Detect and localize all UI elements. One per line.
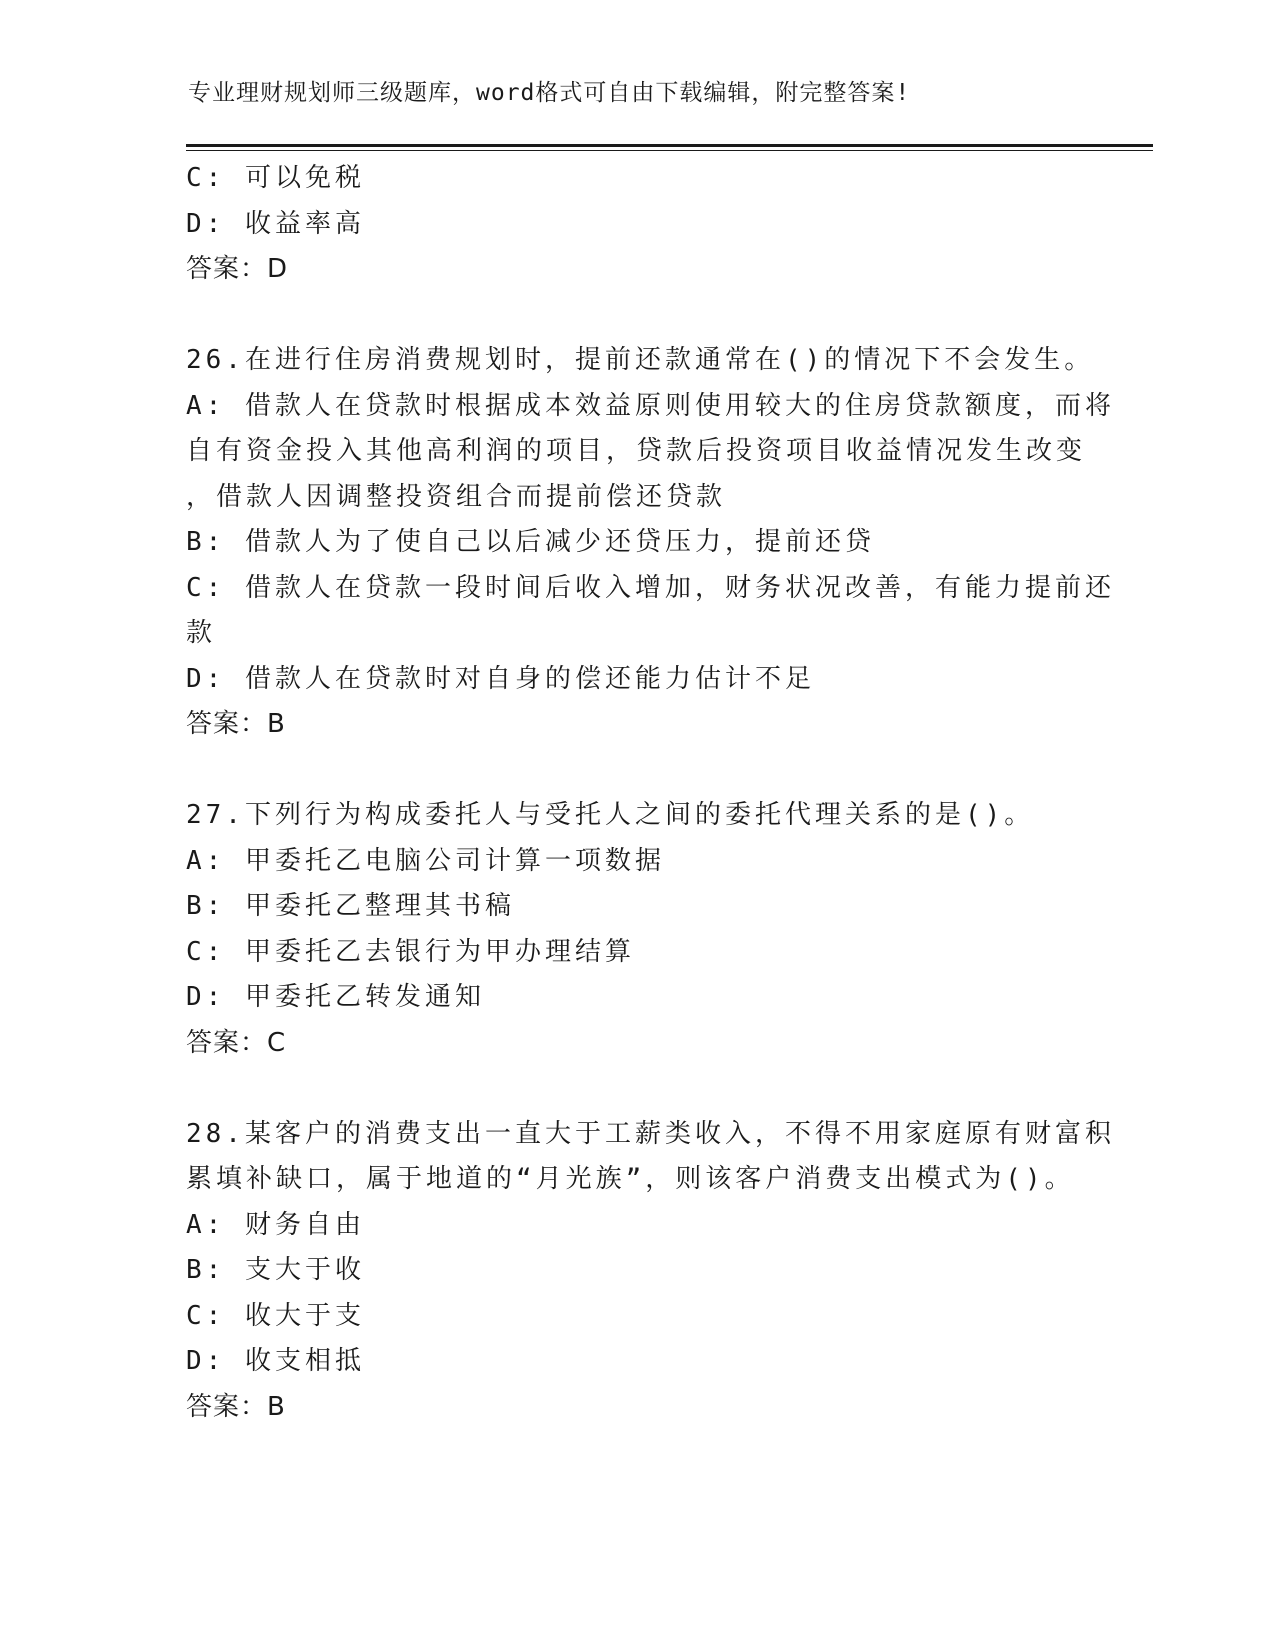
option-a: A: 财务自由 — [186, 1209, 365, 1240]
document-body — [186, 156, 1115, 1430]
question-28 — [186, 1112, 1115, 1431]
question-stem: 27.下列行为构成委托人与受托人之间的委托代理关系的是()。 — [186, 800, 1035, 830]
option-c: C: 可以免税 — [186, 163, 365, 193]
question-25-tail — [186, 156, 1086, 293]
header-rule-thick — [186, 144, 1153, 147]
question-spacer — [186, 293, 1086, 339]
answer: 答案：D — [186, 254, 289, 284]
question-spacer — [186, 748, 1086, 794]
option-d: D: 收益率高 — [186, 208, 365, 239]
option-b: B: 支大于收 — [186, 1255, 365, 1285]
option-b: B: 甲委托乙整理其书稿 — [186, 891, 515, 921]
option-c: C: 收大于支 — [186, 1300, 365, 1331]
question-stem-line-2: 累填补缺口，属于地道的“月光族”，则该客户消费支出模式为()。 — [186, 1164, 1075, 1194]
question-26 — [186, 338, 1115, 748]
option-c: C: 甲委托乙去银行为甲办理结算 — [186, 936, 635, 967]
option-b: B: 借款人为了使自己以后减少还贷压力，提前还贷 — [186, 527, 875, 557]
answer: 答案：C — [186, 1027, 287, 1058]
answer: 答案：B — [186, 709, 286, 739]
option-c-line-2: 款 — [186, 618, 217, 648]
option-a-line-3: ，借款人因调整投资组合而提前偿还贷款 — [186, 481, 727, 512]
question-27 — [186, 793, 1086, 1066]
page-header: 专业理财规划师三级题库，word格式可自由下载编辑，附完整答案! — [188, 80, 911, 106]
option-d: D: 收支相抵 — [186, 1346, 365, 1376]
question-stem-line-1: 28.某客户的消费支出一直大于工薪类收入，不得不用家庭原有财富积 — [186, 1118, 1115, 1149]
option-a-line-1: A: 借款人在贷款时根据成本效益原则使用较大的住房贷款额度，而将 — [186, 390, 1115, 421]
option-d: D: 甲委托乙转发通知 — [186, 982, 485, 1012]
question-stem: 26.在进行住房消费规划时，提前还款通常在()的情况下不会发生。 — [186, 345, 1095, 375]
option-d: D: 借款人在贷款时对自身的偿还能力估计不足 — [186, 663, 815, 694]
header-rule-thin — [186, 150, 1153, 151]
option-a-line-2: 自有资金投入其他高利润的项目，贷款后投资项目收益情况发生改变 — [186, 436, 1087, 466]
answer: 答案：B — [186, 1391, 286, 1422]
option-a: A: 甲委托乙电脑公司计算一项数据 — [186, 845, 665, 876]
question-spacer — [186, 1066, 1086, 1112]
option-c-line-1: C: 借款人在贷款一段时间后收入增加，财务状况改善，有能力提前还 — [186, 572, 1115, 603]
